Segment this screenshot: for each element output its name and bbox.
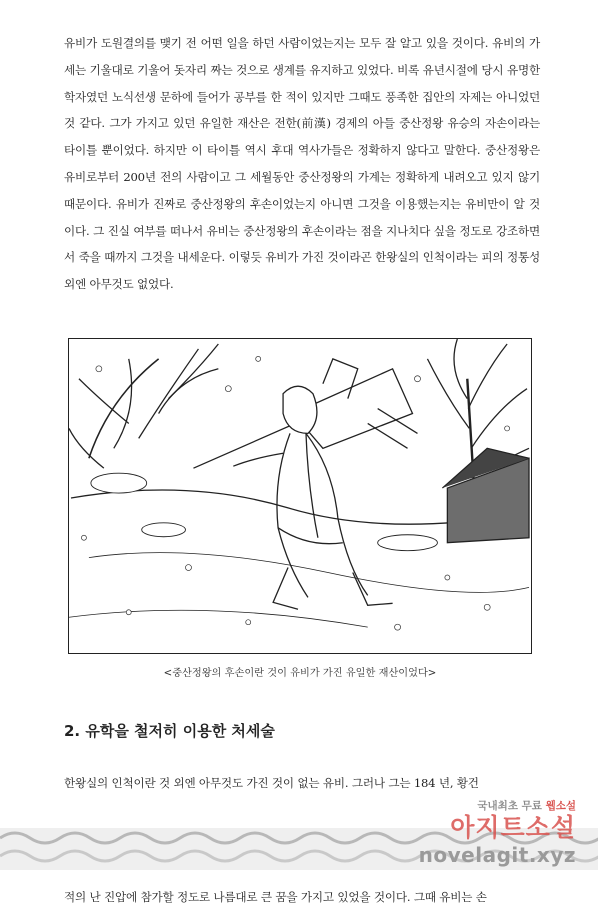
body-paragraph-1: 유비가 도원결의를 맺기 전 어떤 일을 하던 사람이었는지는 모두 잘 알고 있을 것이다. 유비의 가세는 기울대로 기울어 돗자리 짜는 것으로 생계를 유지하고 있었다. 비록 유년시절에 당시 유명한 학자였던 노식선생 문하에 들어가 공부를 한 적이 있지만 그때도 풍족한 집안의 자제는 아니었던 것 같다. 그가 가지고 있던 유일한 재산은 전한(前漢) 경제의 아들 중산정왕 유승의 자손이라는 타이틀 뿐이었다. 하지만 이 타이틀 역시 후대 역사가들은 정확하지 않다고 말한다. 중산정왕은 유비로부터 200년 전의 사람이고 그 세월동안 중산정왕의 가계는 정확하게 내려오고 있지 않기 때문이다. 유비가 진짜로 중산정왕의 후손이었는지 아니면 그것을 이용했는지는 유비만이 알 것이다. 그 진실 여부를 떠나서 유비는 중산정왕의 후손이라는 점을 지나치다 싶을 정도로 강조하면서 죽을 때까지 그것을 내세운다. 이렇듯 유비가 가진 것이라곤 한왕실의 인척이라는 피의 정통성 외엔 아무것도 없었다. [64, 36, 540, 292]
body-paragraph-2: 한왕실의 인척이란 것 외엔 아무것도 가진 것이 없는 유비. 그러나 그는 184 년, 황건 [64, 776, 479, 790]
section-heading: 2. 유학을 철저히 이용한 처세술 [64, 722, 275, 740]
body-paragraph-3: 적의 난 진압에 참가할 정도로 나름대로 큰 꿈을 가지고 있었을 것이다. 그때 유비는 손 [64, 890, 487, 904]
watermark-logo-text: 아지트소설 [450, 813, 576, 842]
watermark-tagline [386, 798, 576, 813]
watermark-url: novelagit.xyz [418, 843, 576, 867]
illustration-caption: <중산정왕의 후손이란 것이 유비가 가진 유일한 재산이었다> [163, 668, 437, 679]
illustration-liu-bei-in-snow [68, 338, 532, 654]
site-watermark [386, 798, 576, 894]
watermark-tagline-prefix: 국내최초 무료 [477, 800, 546, 812]
watermark-tagline-highlight: 웹소설 [545, 800, 576, 812]
